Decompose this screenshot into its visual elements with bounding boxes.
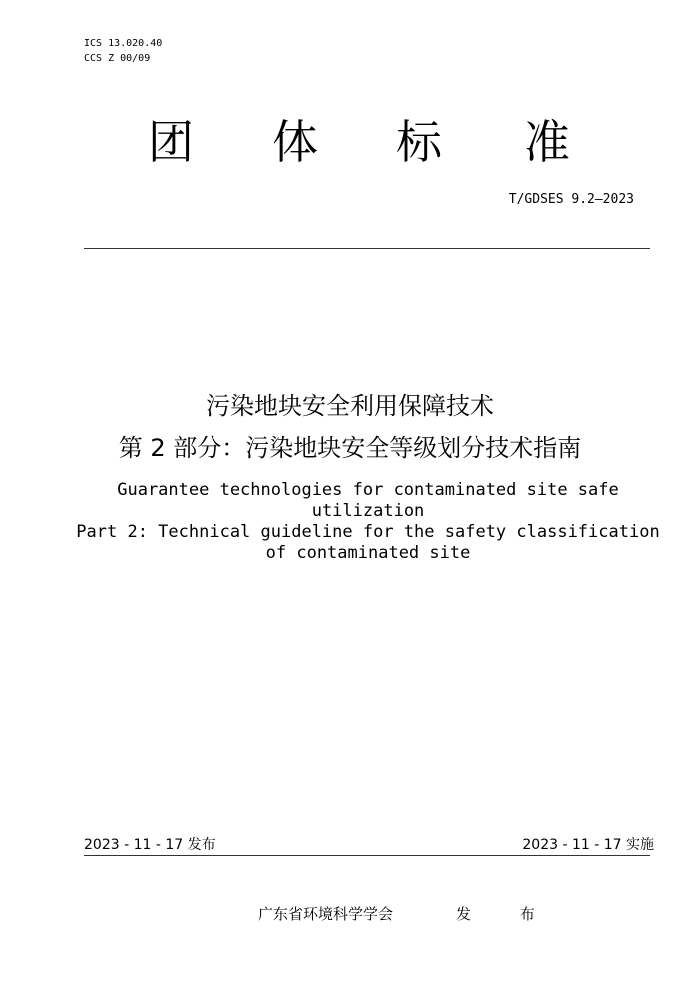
ics-code: ICS 13.020.40 bbox=[84, 38, 163, 49]
title-char-3: 标 bbox=[396, 115, 442, 169]
title-char-4: 准 bbox=[524, 115, 570, 169]
title-char-2: 体 bbox=[272, 115, 318, 169]
title-en bbox=[60, 480, 676, 564]
implement-date: 2023 - 11 - 17 实施 bbox=[522, 837, 654, 853]
standard-number: T/GDSES 9.2—2023 bbox=[508, 192, 634, 207]
title-cn-line2: 第 2 部分：污染地块安全等级划分技术指南 bbox=[118, 434, 582, 462]
footer-divider bbox=[84, 855, 650, 856]
release-date: 2023 - 11 - 17 发布 bbox=[84, 837, 216, 853]
title-en-line4: of contaminated site bbox=[265, 543, 471, 563]
title-en-line2: utilization bbox=[311, 501, 425, 521]
title-en-line1: Guarantee technologies for contaminated site safe bbox=[117, 480, 619, 500]
title-en-line3: Part 2: Technical guideline for the safety classification bbox=[76, 522, 660, 542]
publisher-name: 广东省环境科学学会 bbox=[258, 905, 394, 923]
document-type-title bbox=[0, 112, 700, 172]
ccs-code: CCS Z 00/09 bbox=[84, 53, 151, 64]
title-char-1: 团 bbox=[148, 115, 194, 169]
publish-label: 发 布 bbox=[456, 905, 557, 923]
header-divider bbox=[84, 248, 650, 249]
title-cn-line1: 污染地块安全利用保障技术 bbox=[206, 392, 494, 420]
classification-codes bbox=[84, 36, 162, 66]
